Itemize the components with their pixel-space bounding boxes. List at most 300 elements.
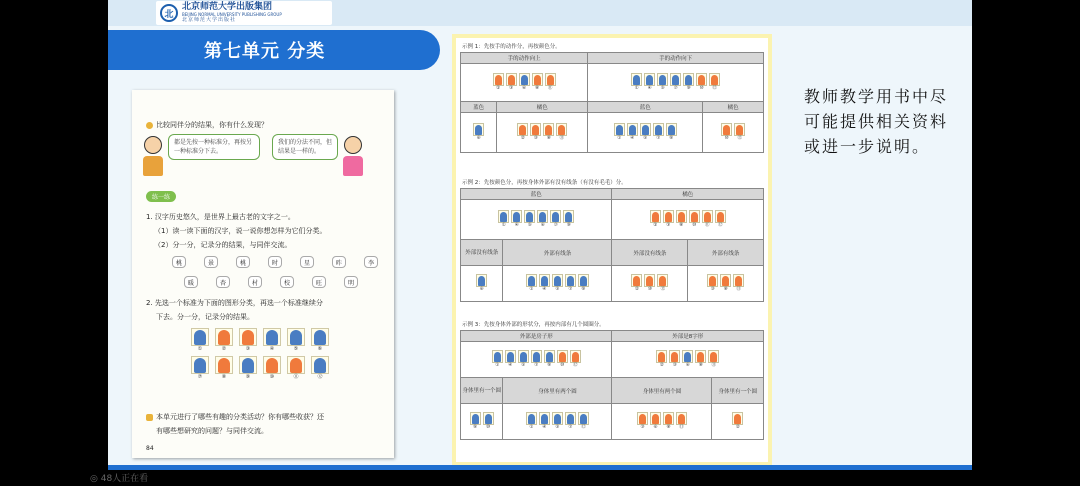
figure-number: ⑫ [712, 86, 717, 91]
figure-item [286, 356, 306, 382]
figure-number: ① [495, 363, 500, 368]
bottom-bar [108, 465, 972, 470]
book-prompt: 比较同伴分的结果，你有什么发现？ [146, 120, 268, 130]
character-figure-icon [532, 125, 539, 135]
character-figure-icon [629, 125, 636, 135]
character-figure-icon [541, 276, 548, 286]
figure-number: ⑤ [555, 287, 560, 292]
figure-item [683, 73, 694, 92]
figure-item [470, 412, 481, 431]
figure-item [734, 123, 745, 142]
figure-number: ③ [672, 363, 677, 368]
character-figure-icon [242, 330, 254, 345]
question-2-line-1: 2. 先选一个标准为下面的图形分类，再选一个标准继续分 [146, 299, 323, 307]
figure-item [709, 73, 720, 92]
figure-item [543, 123, 554, 142]
figure-number: ⑧ [535, 86, 540, 91]
character-figure-icon [314, 358, 326, 373]
character-figure-icon [552, 212, 559, 222]
figure-item [506, 73, 517, 92]
figure-number: ⑥ [653, 425, 658, 430]
figure-number: ② [659, 363, 664, 368]
character-figure-icon [697, 352, 704, 362]
character-figure-icon [639, 414, 646, 424]
example-1-label: 示例 1：先按手的动作分，再按颜色分。 [462, 44, 561, 50]
figure-number: ⑤ [293, 346, 299, 352]
character-figure-icon [526, 212, 533, 222]
figure-item [492, 350, 503, 369]
figure-item [190, 356, 210, 382]
figure-number: ② [221, 346, 227, 352]
figure-number: ③ [245, 346, 251, 352]
figure-number: ⑥ [540, 223, 545, 228]
figure-item [526, 412, 537, 431]
textbook-page [132, 90, 394, 458]
figure-item [493, 73, 504, 92]
speech-bubble-left: 都是先按一种标准分，再按另一种标准分下去。 [168, 134, 260, 160]
figure-number: ⑧ [221, 374, 227, 380]
figure-item [637, 412, 648, 431]
figure-item [614, 123, 625, 142]
figure-item [702, 210, 713, 229]
figure-number: ⑫ [572, 363, 578, 368]
figure-number: ⑤ [555, 425, 560, 430]
ex3-col-3: 身体里有两个圆 [612, 378, 712, 404]
character-figure-icon [655, 125, 662, 135]
character-figure-icon [678, 212, 685, 222]
figure-item [689, 210, 700, 229]
chinese-char-card: 村 [248, 276, 262, 288]
figure-item [669, 350, 680, 369]
chinese-char-card: 星 [300, 256, 314, 268]
chinese-char-card: 校 [280, 276, 294, 288]
character-figure-icon [547, 75, 554, 85]
figure-item [663, 412, 674, 431]
figure-number: ④ [269, 346, 275, 352]
figure-number: ⑨ [473, 425, 478, 430]
character-figure-icon [633, 75, 640, 85]
ex2-col-3: 外部没有线条 [612, 240, 688, 266]
figure-item [550, 210, 561, 229]
character-figure-icon [314, 330, 326, 345]
chinese-char-card: 明 [344, 276, 358, 288]
figure-number: ① [634, 86, 639, 91]
figure-item [473, 123, 484, 142]
character-figure-icon [528, 276, 535, 286]
character-figure-icon [534, 75, 541, 85]
figure-number: ⑥ [685, 363, 690, 368]
figure-row [588, 121, 702, 144]
character-figure-icon [539, 212, 546, 222]
chinese-char-card: 李 [364, 256, 378, 268]
figure-number: ④ [647, 86, 652, 91]
figure-item [498, 210, 509, 229]
example-2-label: 示例 2：先按颜色分，再按身体外部有没有线条（有没有毛毛）分。 [462, 180, 627, 186]
character-figure-icon [717, 212, 724, 222]
character-figure-icon [508, 75, 515, 85]
figure-number: ⑦ [534, 363, 539, 368]
character-figure-icon [513, 212, 520, 222]
figure-item [715, 210, 726, 229]
figure-item [214, 356, 234, 382]
figure-number: ⑥ [479, 287, 484, 292]
character-figure-icon [242, 358, 254, 373]
figure-row [712, 410, 763, 433]
character-figure-icon [710, 352, 717, 362]
figure-number: ④ [630, 136, 635, 141]
figure-number: ⑤ [527, 223, 532, 228]
figure-number: ② [496, 86, 501, 91]
practice-tag: 练一练 [146, 191, 176, 202]
character-figure-icon [266, 358, 278, 373]
figure-item [653, 123, 664, 142]
publisher-name-en: BEIJING NORMAL UNIVERSITY PUBLISHING GROUP [182, 12, 282, 17]
figure-number: ⑧ [666, 425, 671, 430]
character-figure-icon [520, 352, 527, 362]
character-figure-icon [735, 276, 742, 286]
figure-number: ② [634, 287, 639, 292]
publisher-subname: 北京师范大学出版社 [182, 17, 237, 23]
figure-number: ③ [533, 136, 538, 141]
ex1-col-blue-2: 蓝色 [588, 102, 703, 113]
figure-number: ⑫ [317, 374, 323, 380]
figure-item [733, 274, 744, 293]
figure-number: ⑧ [546, 136, 551, 141]
character-figure-icon [659, 75, 666, 85]
figure-item [286, 328, 306, 354]
figure-row [461, 272, 502, 295]
example-3-table [460, 330, 764, 440]
figure-number: ⑦ [568, 287, 573, 292]
character-figure-icon [691, 212, 698, 222]
figure-item [537, 210, 548, 229]
figure-number: ⑨ [686, 86, 691, 91]
figure-item [644, 274, 655, 293]
character-figure-icon [580, 276, 587, 286]
figure-item [518, 350, 529, 369]
figure-item [530, 123, 541, 142]
teacher-note: 教师教学用书中尽可能提供相关资料或进一步说明。 [804, 87, 949, 156]
figure-number: ⑤ [521, 363, 526, 368]
figure-item [526, 274, 537, 293]
figure-item [650, 210, 661, 229]
publisher-emblem-icon: 北 [160, 4, 178, 22]
figure-number: ⑫ [660, 287, 666, 292]
figure-number: ⑦ [553, 223, 558, 228]
character-figure-icon [668, 125, 675, 135]
figure-item [539, 412, 550, 431]
character-figure-icon [709, 276, 716, 286]
figure-item [578, 274, 589, 293]
character-figure-icon [723, 125, 730, 135]
character-figure-icon [554, 276, 561, 286]
top-bar [108, 0, 972, 26]
figure-number: ⑩ [647, 287, 652, 292]
figure-number: ① [529, 425, 534, 430]
figure-item [708, 350, 719, 369]
figure-number: ② [653, 223, 658, 228]
character-figure-icon [652, 212, 659, 222]
figure-item [565, 274, 576, 293]
figure-item [552, 412, 563, 431]
figure-row [503, 410, 611, 433]
figure-number: ④ [542, 425, 547, 430]
figure-number: ⑨ [245, 374, 251, 380]
ex3-col-1: 身体里有一个圆 [461, 378, 503, 404]
figure-number: ③ [666, 223, 671, 228]
character-figure-icon [559, 352, 566, 362]
figure-row [688, 272, 763, 295]
character-figure-icon [722, 276, 729, 286]
figure-number: ⑩ [692, 223, 697, 228]
figure-item [552, 274, 563, 293]
ex2-col-4: 外部有线条 [688, 240, 764, 266]
figure-item [505, 350, 516, 369]
figure-row [588, 71, 763, 94]
figure-item [517, 123, 528, 142]
figure-item [476, 274, 487, 293]
figure-item [545, 73, 556, 92]
figure-number: ⑨ [566, 223, 571, 228]
character-figure-icon [218, 358, 230, 373]
character-figure-icon [194, 358, 206, 373]
figure-number: ⑦ [197, 374, 203, 380]
example-3-label: 示例 3：先按身体外部的形状分，再按内部有几个圆圈分。 [462, 322, 605, 328]
figure-number: ⑩ [560, 363, 565, 368]
character-figure-icon [521, 75, 528, 85]
question-1-part-1: （1）读一读下面的汉字，说一说你想怎样为它们分类。 [154, 227, 327, 235]
figure-item [666, 123, 677, 142]
character-figure-icon [485, 414, 492, 424]
figure-item [676, 210, 687, 229]
example-1-table [460, 52, 764, 153]
slide [108, 0, 972, 470]
chinese-char-card: 桃 [236, 256, 250, 268]
girl-illustration [342, 136, 364, 180]
figure-number: ⑪ [704, 223, 710, 228]
character-figure-icon [704, 212, 711, 222]
figure-row [461, 208, 611, 231]
figure-item [539, 274, 550, 293]
chinese-char-card: 杏 [216, 276, 230, 288]
footprint-icon [146, 414, 153, 421]
ex3-col-2: 身体里有两个圆 [503, 378, 612, 404]
character-figure-icon [494, 352, 501, 362]
figure-number: ⑪ [559, 136, 565, 141]
chinese-char-card: 旺 [312, 276, 326, 288]
figure-number: ⑩ [724, 136, 729, 141]
figure-number: ⑧ [698, 363, 703, 368]
figure-item [721, 123, 732, 142]
figure-item [524, 210, 535, 229]
character-figure-icon [652, 414, 659, 424]
character-figure-icon [711, 75, 718, 85]
figure-item [663, 210, 674, 229]
figure-number: ⑪ [679, 425, 684, 430]
character-figure-icon [646, 276, 653, 286]
figure-item [732, 412, 743, 431]
figure-number: ⑩ [269, 374, 275, 380]
figure-item [310, 328, 330, 354]
figure-number: ⑦ [673, 86, 678, 91]
figure-number: ④ [514, 223, 519, 228]
chars-row-1 [172, 256, 378, 268]
question-1-part-2: （2）分一分，记录分的结果，与同伴交流。 [154, 241, 292, 249]
character-figure-icon [218, 330, 230, 345]
character-figure-icon [558, 125, 565, 135]
character-figure-icon [659, 276, 666, 286]
character-figure-icon [646, 75, 653, 85]
character-figure-icon [684, 352, 691, 362]
character-figure-icon [672, 75, 679, 85]
figure-item [238, 328, 258, 354]
figure-number: ⑪ [547, 86, 553, 91]
character-figure-icon [685, 75, 692, 85]
figure-row [461, 71, 587, 94]
character-figure-icon [698, 75, 705, 85]
ex2-header-blue: 蓝色 [461, 189, 612, 200]
figure-number: ⑨ [581, 287, 586, 292]
figure-item [631, 73, 642, 92]
character-figure-icon [671, 352, 678, 362]
figure-number: ⑪ [711, 363, 716, 368]
figure-row [503, 272, 611, 295]
question-3-line-2: 有哪些想研究的问题？与同伴交流。 [156, 427, 268, 435]
figure-item [519, 73, 530, 92]
viewers-icon: ◎ [90, 474, 101, 484]
figure-grid [190, 328, 330, 382]
figure-item [707, 274, 718, 293]
figure-number: ⑤ [660, 86, 665, 91]
figure-number: ① [501, 223, 506, 228]
character-figure-icon [642, 125, 649, 135]
character-figure-icon [616, 125, 623, 135]
character-figure-icon [541, 414, 548, 424]
figure-number: ③ [509, 86, 514, 91]
publisher-name: 北京师范大学出版集团 [182, 2, 273, 12]
chinese-char-card: 时 [268, 256, 282, 268]
figure-item [556, 123, 567, 142]
chinese-char-card: 景 [204, 256, 218, 268]
character-figure-icon [545, 125, 552, 135]
ex2-header-orange: 橘色 [612, 189, 764, 200]
figure-number: ⑩ [699, 86, 704, 91]
figure-number: ③ [710, 287, 715, 292]
ex3-col-4: 身体里有一个圆 [712, 378, 764, 404]
figure-item [695, 350, 706, 369]
chars-row-2 [184, 276, 358, 288]
figure-number: ⑥ [476, 136, 481, 141]
figure-item [670, 73, 681, 92]
figure-item [696, 73, 707, 92]
figure-item [565, 412, 576, 431]
figure-item [238, 356, 258, 382]
figure-row [461, 121, 496, 144]
figure-number: ⑫ [717, 223, 723, 228]
figure-number: ⑦ [568, 425, 573, 430]
figure-number: ⑧ [723, 287, 728, 292]
viewer-count: ◎ 48人正在看 [90, 474, 149, 484]
ex1-col-orange-1: 橘色 [497, 102, 588, 113]
figure-number: ② [735, 425, 740, 430]
figure-item [511, 210, 522, 229]
character-figure-icon [546, 352, 553, 362]
page-number: 84 [146, 445, 154, 452]
character-figure-icon [678, 414, 685, 424]
ex2-col-2: 外部有线条 [503, 240, 612, 266]
figure-number: ⑪ [736, 287, 741, 292]
figure-item [682, 350, 693, 369]
figure-number: ① [529, 287, 534, 292]
character-figure-icon [472, 414, 479, 424]
question-3-line-1: 本单元进行了哪些有趣的分类活动？你有哪些收获？还 [146, 412, 324, 422]
example-2-table [460, 188, 764, 302]
character-figure-icon [266, 330, 278, 345]
figure-number: ⑤ [643, 136, 648, 141]
figure-item [656, 350, 667, 369]
ex2-col-1: 外部没有线条 [461, 240, 503, 266]
ex3-header-eight: 外部是8字形 [612, 331, 764, 342]
figure-row [461, 348, 611, 371]
character-figure-icon [567, 276, 574, 286]
ex3-header-house: 外部是房子形 [461, 331, 612, 342]
figure-number: ⑫ [737, 136, 742, 141]
character-figure-icon [290, 330, 302, 345]
figure-number: ③ [640, 425, 645, 430]
ex1-col-orange-2: 橘色 [703, 102, 764, 113]
figure-item [570, 350, 581, 369]
boy-illustration [142, 136, 164, 180]
figure-item [578, 412, 589, 431]
figure-item [720, 274, 731, 293]
character-figure-icon [475, 125, 482, 135]
ex1-col-blue-1: 蓝色 [461, 102, 497, 113]
character-figure-icon [478, 276, 485, 286]
figure-item [644, 73, 655, 92]
figure-item [640, 123, 651, 142]
character-figure-icon [736, 125, 743, 135]
character-figure-icon [633, 276, 640, 286]
character-figure-icon [290, 358, 302, 373]
figure-number: ⑥ [317, 346, 323, 352]
figure-row [612, 208, 763, 231]
figure-number: ④ [542, 287, 547, 292]
answer-sheet [452, 34, 772, 466]
figure-item [214, 328, 234, 354]
figure-number: ① [197, 346, 203, 352]
ex1-header-up: 手的动作向上 [461, 53, 588, 64]
character-figure-icon [665, 212, 672, 222]
figure-item [650, 412, 661, 431]
slide-title: 第七单元 分类 [204, 41, 326, 62]
character-figure-icon [533, 352, 540, 362]
chinese-char-card: 暖 [184, 276, 198, 288]
figure-number: ⑨ [547, 363, 552, 368]
character-figure-icon [500, 212, 507, 222]
figure-item [657, 73, 668, 92]
figure-number: ⑨ [669, 136, 674, 141]
character-figure-icon [565, 212, 572, 222]
figure-number: ⑫ [581, 425, 586, 430]
figure-item [676, 412, 687, 431]
character-figure-icon [734, 414, 741, 424]
figure-item [631, 274, 642, 293]
chinese-char-card: 桃 [172, 256, 186, 268]
character-figure-icon [567, 414, 574, 424]
character-figure-icon [665, 414, 672, 424]
figure-row [497, 121, 587, 144]
figure-item [310, 356, 330, 382]
